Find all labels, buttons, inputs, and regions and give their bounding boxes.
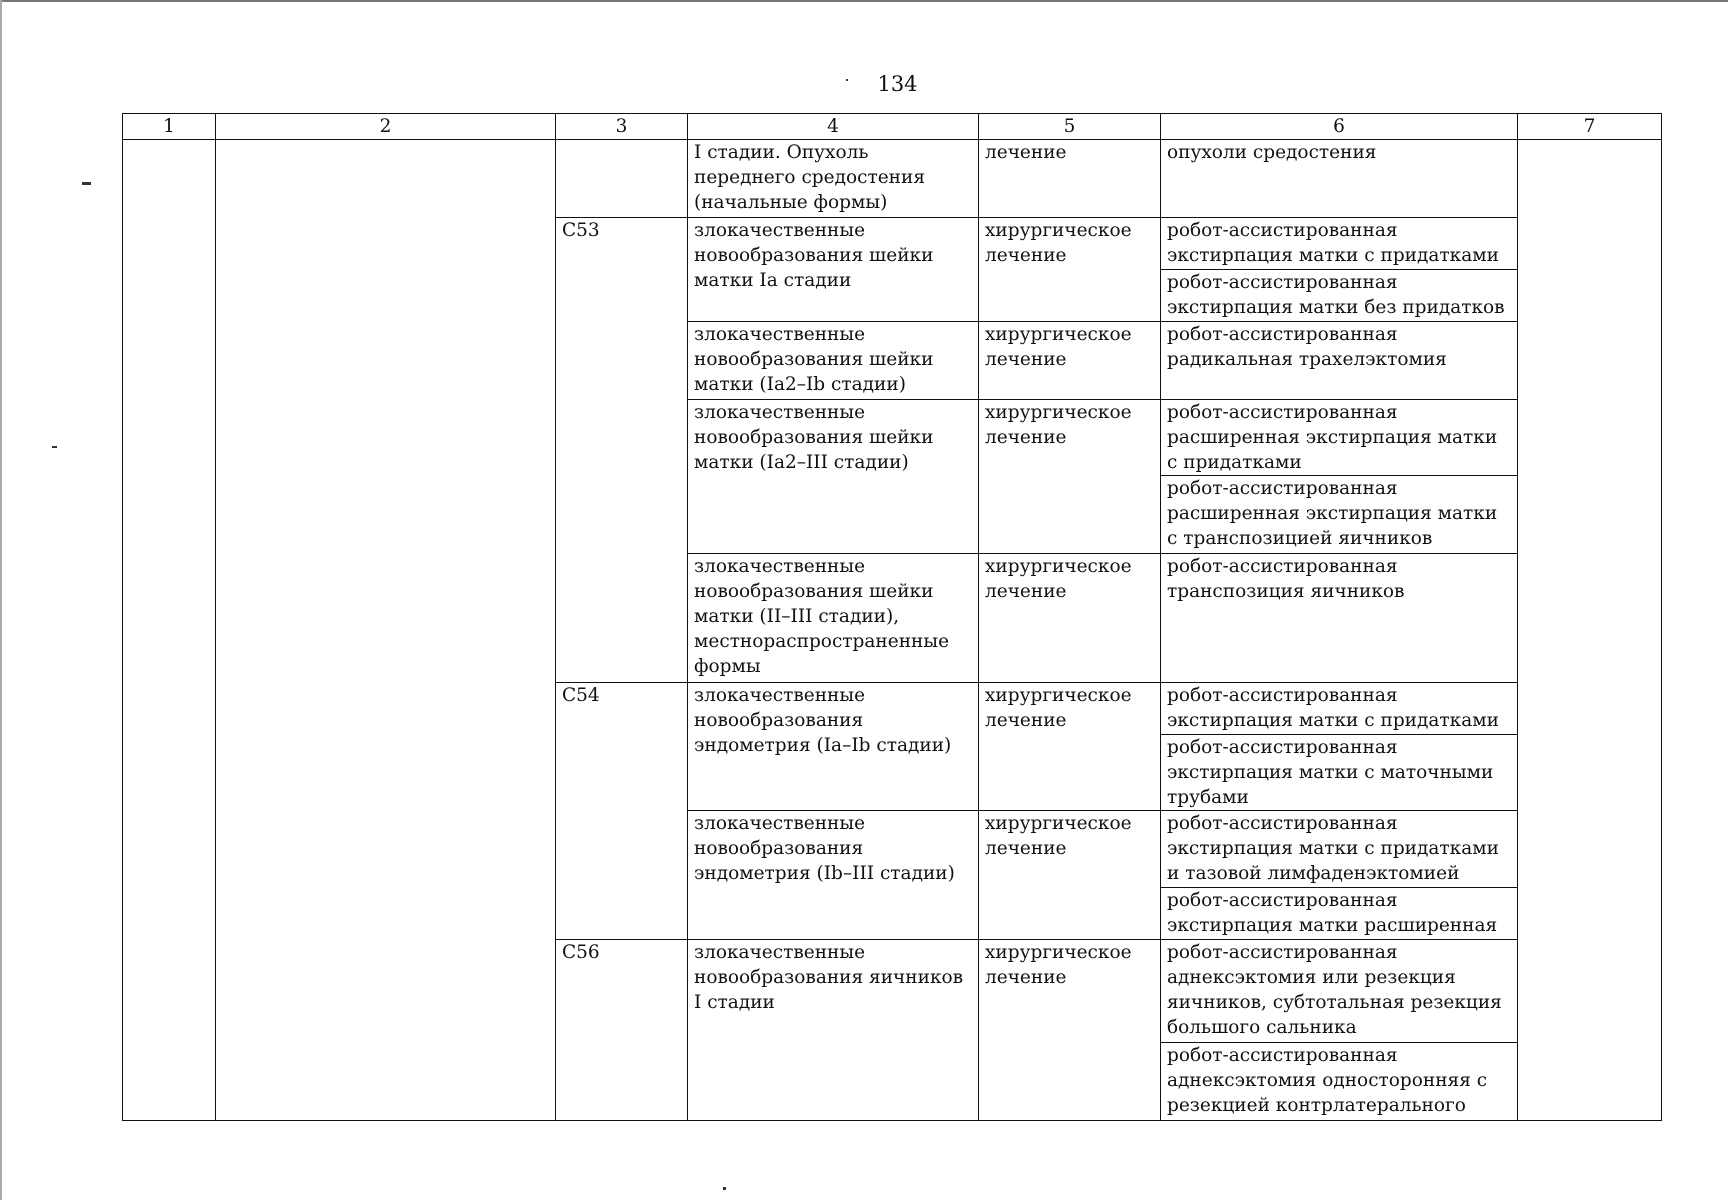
table-row: [123, 140, 1662, 218]
cell-diagnosis: злокачественные новообразования эндометрия (Ia–Ib стадии): [688, 683, 979, 811]
column-number: 4: [688, 114, 979, 140]
cell-diagnosis: злокачественные новообразования шейки матки (Ia2–Ib стадии): [688, 322, 979, 400]
cell-code: [556, 140, 688, 218]
cell-code: C56: [556, 940, 688, 1121]
cell-treatment: хирургическое лечение: [979, 940, 1161, 1121]
cell-treatment: хирургическое лечение: [979, 322, 1161, 400]
cell-treatment: хирургическое лечение: [979, 400, 1161, 554]
column-number: 2: [216, 114, 556, 140]
cell-method: робот-ассистированная радикальная трахелэктомия: [1161, 322, 1518, 400]
cell-diagnosis: I стадии. Опухоль переднего средостения (начальные формы): [688, 140, 979, 218]
cell-col1: [123, 140, 216, 1121]
cell-diagnosis: злокачественные новообразования шейки матки (Ia2–III стадии): [688, 400, 979, 554]
cell-diagnosis: злокачественные новообразования яичников I стадии: [688, 940, 979, 1121]
scan-left-edge: [0, 0, 2, 1200]
column-number: 5: [979, 114, 1161, 140]
column-number: 7: [1518, 114, 1662, 140]
cell-method: робот-ассистированная расширенная экстирпация матки с транспозицией яичников: [1161, 476, 1518, 554]
column-number: 3: [556, 114, 688, 140]
cell-method: робот-ассистированная экстирпация матки с придатками: [1161, 683, 1518, 735]
cell-method: робот-ассистированная экстирпация матки с маточными трубами: [1161, 735, 1518, 811]
cell-method: робот-ассистированная транспозиция яичников: [1161, 554, 1518, 683]
cell-treatment: хирургическое лечение: [979, 218, 1161, 322]
cell-col7: [1518, 140, 1662, 1121]
cell-diagnosis: злокачественные новообразования шейки матки Ia стадии: [688, 218, 979, 322]
cell-diagnosis: злокачественные новообразования шейки матки (II–III стадии), местнораспространенные формы: [688, 554, 979, 683]
cell-treatment: хирургическое лечение: [979, 554, 1161, 683]
cell-code: C53: [556, 218, 688, 683]
column-number: 6: [1161, 114, 1518, 140]
cell-method: робот-ассистированная экстирпация матки без придатков: [1161, 270, 1518, 322]
cell-code: C54: [556, 683, 688, 940]
cell-method: робот-ассистированная аднексэктомия или резекция яичников, субтотальная резекция большого сальника: [1161, 940, 1518, 1043]
cell-method: опухоли средостения: [1161, 140, 1518, 218]
cell-treatment: хирургическое лечение: [979, 683, 1161, 811]
cell-method: робот-ассистированная расширенная экстирпация матки с придатками: [1161, 400, 1518, 476]
page-number: 134: [877, 72, 918, 96]
cell-treatment: лечение: [979, 140, 1161, 218]
scan-speck: [723, 1187, 726, 1190]
cell-method: робот-ассистированная экстирпация матки расширенная: [1161, 888, 1518, 940]
cell-method: робот-ассистированная экстирпация матки с придатками: [1161, 218, 1518, 270]
scan-speck: [82, 182, 91, 185]
cell-diagnosis: злокачественные новообразования эндометрия (Ib–III стадии): [688, 811, 979, 940]
scan-top-edge: [0, 0, 1728, 2]
medical-procedures-table: [122, 113, 1662, 1121]
cell-treatment: хирургическое лечение: [979, 811, 1161, 940]
cell-method: робот-ассистированная аднексэктомия односторонняя с резекцией контрлатерального: [1161, 1043, 1518, 1121]
table-header-row: [123, 114, 1662, 140]
scan-speck: [52, 446, 57, 448]
column-number: 1: [123, 114, 216, 140]
cell-method: робот-ассистированная экстирпация матки с придатками и тазовой лимфаденэктомией: [1161, 811, 1518, 888]
cell-col2: [216, 140, 556, 1121]
